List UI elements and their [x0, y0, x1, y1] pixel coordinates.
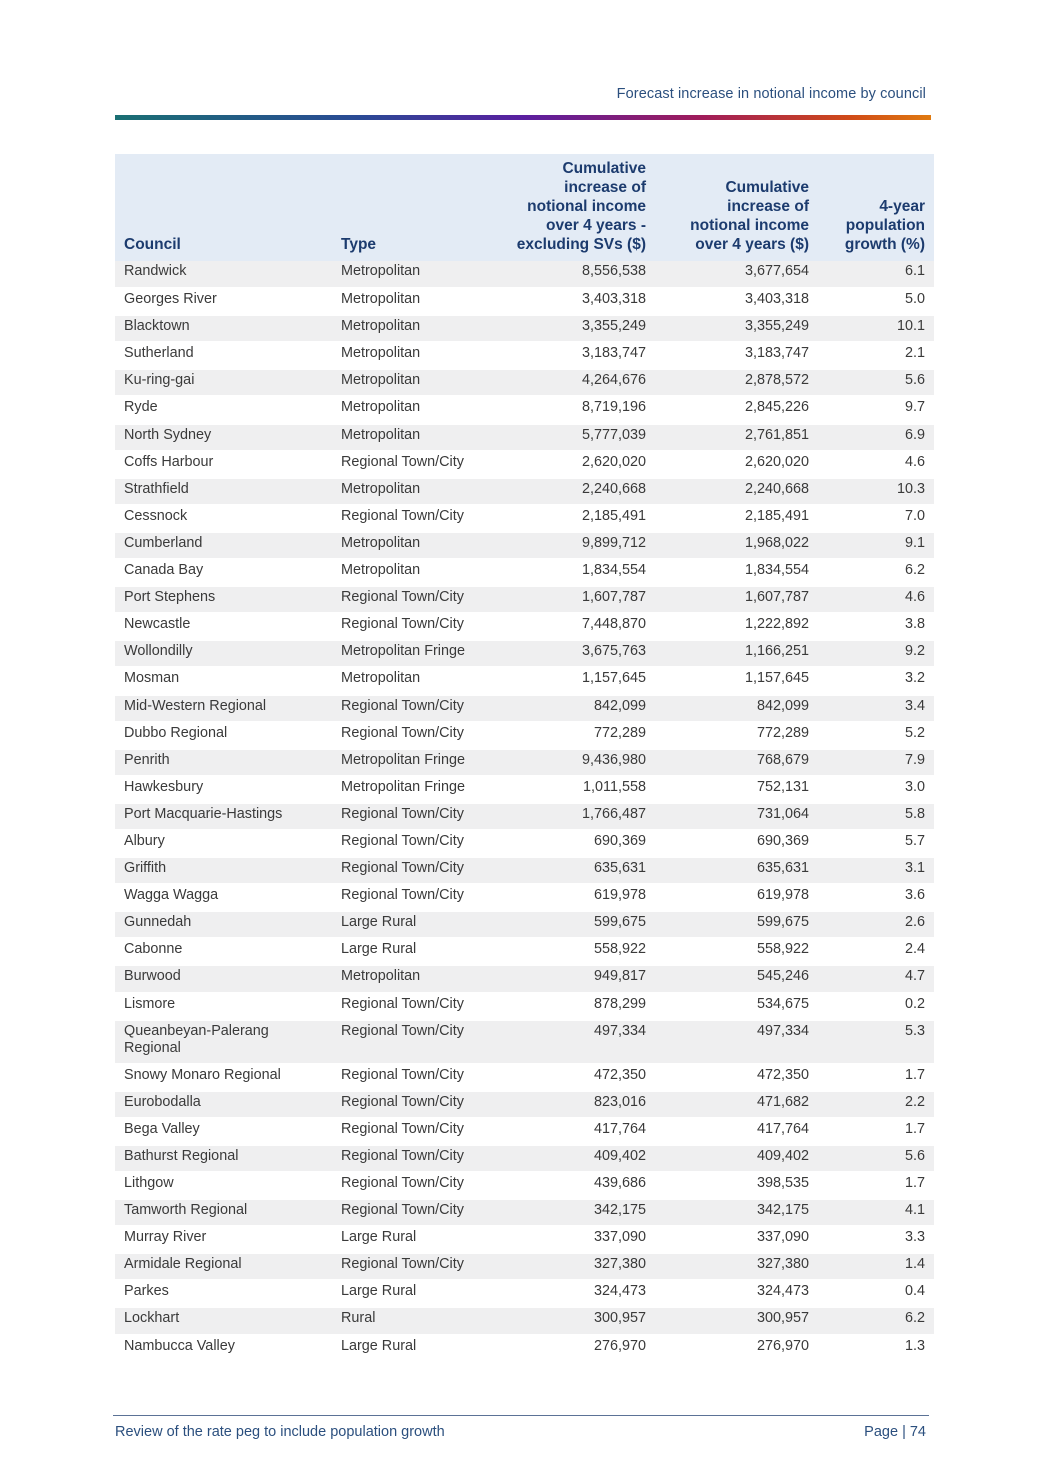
table-row: [115, 1020, 934, 1064]
council-cell: Bathurst Regional: [115, 1145, 332, 1172]
cumulative-cell: 534,675: [655, 993, 818, 1020]
council-cell: Tamworth Regional: [115, 1199, 332, 1226]
table-row: [115, 369, 934, 396]
growth-cell: 10.1: [818, 315, 934, 342]
excluding-svs-cell: 2,240,668: [503, 478, 655, 505]
table-row: [115, 993, 934, 1020]
type-cell: Regional Town/City: [332, 722, 503, 749]
excluding-svs-cell: 772,289: [503, 722, 655, 749]
type-cell: Regional Town/City: [332, 1145, 503, 1172]
footer-page-number: Page | 74: [864, 1424, 926, 1440]
growth-cell: 9.2: [818, 640, 934, 667]
cumulative-cell: 2,240,668: [655, 478, 818, 505]
growth-cell: 5.6: [818, 369, 934, 396]
type-cell: Regional Town/City: [332, 993, 503, 1020]
cumulative-cell: 2,845,226: [655, 396, 818, 423]
cumulative-cell: 3,355,249: [655, 315, 818, 342]
table-row: [115, 424, 934, 451]
council-cell: Blacktown: [115, 315, 332, 342]
footer-document-title: Review of the rate peg to include population growth: [115, 1424, 445, 1440]
table-row: [115, 695, 934, 722]
type-cell: Metropolitan: [332, 559, 503, 586]
growth-cell: 6.1: [818, 261, 934, 288]
council-cell: Georges River: [115, 288, 332, 315]
cumulative-cell: 1,834,554: [655, 559, 818, 586]
cumulative-cell: 772,289: [655, 722, 818, 749]
type-cell: Metropolitan Fringe: [332, 776, 503, 803]
table-row: [115, 1172, 934, 1199]
growth-cell: 9.1: [818, 532, 934, 559]
type-cell: Metropolitan: [332, 478, 503, 505]
excluding-svs-cell: 3,675,763: [503, 640, 655, 667]
growth-cell: 0.4: [818, 1280, 934, 1307]
council-cell: Wollondilly: [115, 640, 332, 667]
growth-cell: 10.3: [818, 478, 934, 505]
growth-cell: 1.3: [818, 1335, 934, 1362]
type-cell: Metropolitan Fringe: [332, 749, 503, 776]
cumulative-cell: 558,922: [655, 938, 818, 965]
cumulative-cell: 2,761,851: [655, 424, 818, 451]
growth-cell: 5.7: [818, 830, 934, 857]
type-cell: Large Rural: [332, 938, 503, 965]
type-cell: Regional Town/City: [332, 695, 503, 722]
growth-cell: 5.3: [818, 1020, 934, 1064]
council-cell: Cumberland: [115, 532, 332, 559]
column-header-cumulative: Cumulative increase of notional income over 4 years ($): [655, 154, 818, 261]
council-cell: Ku-ring-gai: [115, 369, 332, 396]
excluding-svs-cell: 1,011,558: [503, 776, 655, 803]
council-cell: Sutherland: [115, 342, 332, 369]
column-header-cumulative-excluding-svs: Cumulative increase of notional income over 4 years - excluding SVs ($): [503, 154, 655, 261]
cumulative-cell: 472,350: [655, 1064, 818, 1091]
table-body: [115, 261, 934, 1362]
table-row: [115, 586, 934, 613]
council-cell: Snowy Monaro Regional: [115, 1064, 332, 1091]
council-cell: Murray River: [115, 1226, 332, 1253]
growth-cell: 4.7: [818, 965, 934, 992]
excluding-svs-cell: 300,957: [503, 1307, 655, 1334]
table-row: [115, 965, 934, 992]
growth-cell: 3.4: [818, 695, 934, 722]
excluding-svs-cell: 497,334: [503, 1020, 655, 1064]
table-row: [115, 559, 934, 586]
growth-cell: 5.0: [818, 288, 934, 315]
table-row: [115, 613, 934, 640]
type-cell: Large Rural: [332, 1335, 503, 1362]
excluding-svs-cell: 9,899,712: [503, 532, 655, 559]
type-cell: Regional Town/City: [332, 830, 503, 857]
column-header-type: Type: [332, 154, 503, 261]
excluding-svs-cell: 2,620,020: [503, 451, 655, 478]
type-cell: Regional Town/City: [332, 1118, 503, 1145]
table-row: [115, 1199, 934, 1226]
council-cell: Hawkesbury: [115, 776, 332, 803]
council-cell: Lithgow: [115, 1172, 332, 1199]
cumulative-cell: 731,064: [655, 803, 818, 830]
council-cell: Cessnock: [115, 505, 332, 532]
cumulative-cell: 409,402: [655, 1145, 818, 1172]
type-cell: Metropolitan: [332, 369, 503, 396]
excluding-svs-cell: 9,436,980: [503, 749, 655, 776]
table-row: [115, 911, 934, 938]
council-cell: Burwood: [115, 965, 332, 992]
type-cell: Large Rural: [332, 1226, 503, 1253]
council-cell: Mid-Western Regional: [115, 695, 332, 722]
excluding-svs-cell: 558,922: [503, 938, 655, 965]
type-cell: Metropolitan: [332, 342, 503, 369]
growth-cell: 6.2: [818, 1307, 934, 1334]
cumulative-cell: 300,957: [655, 1307, 818, 1334]
cumulative-cell: 1,968,022: [655, 532, 818, 559]
cumulative-cell: 3,677,654: [655, 261, 818, 288]
cumulative-cell: 635,631: [655, 857, 818, 884]
excluding-svs-cell: 635,631: [503, 857, 655, 884]
table-row: [115, 640, 934, 667]
council-cell: Gunnedah: [115, 911, 332, 938]
excluding-svs-cell: 1,834,554: [503, 559, 655, 586]
growth-cell: 3.3: [818, 1226, 934, 1253]
cumulative-cell: 497,334: [655, 1020, 818, 1064]
cumulative-cell: 417,764: [655, 1118, 818, 1145]
table-row: [115, 342, 934, 369]
type-cell: Metropolitan: [332, 532, 503, 559]
excluding-svs-cell: 5,777,039: [503, 424, 655, 451]
table-row: [115, 261, 934, 288]
council-cell: Lismore: [115, 993, 332, 1020]
council-cell: Eurobodalla: [115, 1091, 332, 1118]
cumulative-cell: 619,978: [655, 884, 818, 911]
table-row: [115, 667, 934, 694]
type-cell: Metropolitan: [332, 315, 503, 342]
growth-cell: 2.2: [818, 1091, 934, 1118]
cumulative-cell: 471,682: [655, 1091, 818, 1118]
cumulative-cell: 3,183,747: [655, 342, 818, 369]
type-cell: Metropolitan Fringe: [332, 640, 503, 667]
growth-cell: 4.6: [818, 586, 934, 613]
council-cell: Strathfield: [115, 478, 332, 505]
table-row: [115, 532, 934, 559]
page-header-title: Forecast increase in notional income by council: [616, 86, 926, 102]
cumulative-cell: 1,157,645: [655, 667, 818, 694]
cumulative-cell: 2,620,020: [655, 451, 818, 478]
council-income-table: [115, 154, 934, 1363]
type-cell: Regional Town/City: [332, 505, 503, 532]
table-row: [115, 830, 934, 857]
excluding-svs-cell: 417,764: [503, 1118, 655, 1145]
type-cell: Regional Town/City: [332, 1064, 503, 1091]
growth-cell: 3.6: [818, 884, 934, 911]
column-header-population-growth: 4-year population growth (%): [818, 154, 934, 261]
growth-cell: 5.6: [818, 1145, 934, 1172]
council-cell: Armidale Regional: [115, 1253, 332, 1280]
council-cell: Port Stephens: [115, 586, 332, 613]
excluding-svs-cell: 3,403,318: [503, 288, 655, 315]
excluding-svs-cell: 3,183,747: [503, 342, 655, 369]
cumulative-cell: 768,679: [655, 749, 818, 776]
excluding-svs-cell: 472,350: [503, 1064, 655, 1091]
cumulative-cell: 842,099: [655, 695, 818, 722]
type-cell: Regional Town/City: [332, 1020, 503, 1064]
excluding-svs-cell: 276,970: [503, 1335, 655, 1362]
table-row: [115, 1226, 934, 1253]
header-color-bar: [115, 115, 931, 120]
growth-cell: 2.6: [818, 911, 934, 938]
excluding-svs-cell: 842,099: [503, 695, 655, 722]
column-header-council: Council: [115, 154, 332, 261]
cumulative-cell: 1,166,251: [655, 640, 818, 667]
table-row: [115, 1091, 934, 1118]
table-row: [115, 1064, 934, 1091]
type-cell: Metropolitan: [332, 667, 503, 694]
table-row: [115, 722, 934, 749]
growth-cell: 6.2: [818, 559, 934, 586]
growth-cell: 3.2: [818, 667, 934, 694]
growth-cell: 6.9: [818, 424, 934, 451]
table-row: [115, 1253, 934, 1280]
type-cell: Large Rural: [332, 1280, 503, 1307]
type-cell: Regional Town/City: [332, 1172, 503, 1199]
council-cell: Penrith: [115, 749, 332, 776]
council-cell: Lockhart: [115, 1307, 332, 1334]
council-cell: North Sydney: [115, 424, 332, 451]
council-cell: Nambucca Valley: [115, 1335, 332, 1362]
excluding-svs-cell: 823,016: [503, 1091, 655, 1118]
growth-cell: 7.0: [818, 505, 934, 532]
council-cell: Griffith: [115, 857, 332, 884]
type-cell: Regional Town/City: [332, 1199, 503, 1226]
excluding-svs-cell: 4,264,676: [503, 369, 655, 396]
council-cell: Mosman: [115, 667, 332, 694]
council-cell: Wagga Wagga: [115, 884, 332, 911]
growth-cell: 7.9: [818, 749, 934, 776]
excluding-svs-cell: 599,675: [503, 911, 655, 938]
type-cell: Regional Town/City: [332, 884, 503, 911]
table-row: [115, 451, 934, 478]
excluding-svs-cell: 619,978: [503, 884, 655, 911]
excluding-svs-cell: 324,473: [503, 1280, 655, 1307]
table-row: [115, 396, 934, 423]
cumulative-cell: 3,403,318: [655, 288, 818, 315]
footer-divider: [113, 1415, 929, 1416]
excluding-svs-cell: 342,175: [503, 1199, 655, 1226]
growth-cell: 1.7: [818, 1064, 934, 1091]
excluding-svs-cell: 1,766,487: [503, 803, 655, 830]
type-cell: Metropolitan: [332, 261, 503, 288]
table-row: [115, 478, 934, 505]
growth-cell: 9.7: [818, 396, 934, 423]
council-cell: Bega Valley: [115, 1118, 332, 1145]
type-cell: Metropolitan: [332, 288, 503, 315]
cumulative-cell: 752,131: [655, 776, 818, 803]
growth-cell: 5.2: [818, 722, 934, 749]
table-row: [115, 803, 934, 830]
council-cell: Canada Bay: [115, 559, 332, 586]
excluding-svs-cell: 3,355,249: [503, 315, 655, 342]
excluding-svs-cell: 8,719,196: [503, 396, 655, 423]
cumulative-cell: 324,473: [655, 1280, 818, 1307]
table-row: [115, 749, 934, 776]
cumulative-cell: 599,675: [655, 911, 818, 938]
cumulative-cell: 1,607,787: [655, 586, 818, 613]
type-cell: Regional Town/City: [332, 451, 503, 478]
excluding-svs-cell: 409,402: [503, 1145, 655, 1172]
table-row: [115, 1307, 934, 1334]
excluding-svs-cell: 7,448,870: [503, 613, 655, 640]
growth-cell: 2.4: [818, 938, 934, 965]
type-cell: Metropolitan: [332, 396, 503, 423]
council-cell: Randwick: [115, 261, 332, 288]
table-row: [115, 315, 934, 342]
type-cell: Metropolitan: [332, 424, 503, 451]
excluding-svs-cell: 949,817: [503, 965, 655, 992]
table-row: [115, 776, 934, 803]
type-cell: Metropolitan: [332, 965, 503, 992]
type-cell: Regional Town/City: [332, 613, 503, 640]
table-row: [115, 1118, 934, 1145]
growth-cell: 3.1: [818, 857, 934, 884]
cumulative-cell: 342,175: [655, 1199, 818, 1226]
type-cell: Rural: [332, 1307, 503, 1334]
cumulative-cell: 545,246: [655, 965, 818, 992]
type-cell: Regional Town/City: [332, 857, 503, 884]
cumulative-cell: 337,090: [655, 1226, 818, 1253]
table-row: [115, 1280, 934, 1307]
growth-cell: 1.7: [818, 1118, 934, 1145]
growth-cell: 1.4: [818, 1253, 934, 1280]
excluding-svs-cell: 878,299: [503, 993, 655, 1020]
council-cell: Newcastle: [115, 613, 332, 640]
table-header-row: [115, 154, 934, 261]
growth-cell: 4.1: [818, 1199, 934, 1226]
cumulative-cell: 690,369: [655, 830, 818, 857]
excluding-svs-cell: 8,556,538: [503, 261, 655, 288]
table-row: [115, 884, 934, 911]
growth-cell: 3.0: [818, 776, 934, 803]
type-cell: Regional Town/City: [332, 1253, 503, 1280]
table-row: [115, 1145, 934, 1172]
growth-cell: 2.1: [818, 342, 934, 369]
excluding-svs-cell: 337,090: [503, 1226, 655, 1253]
cumulative-cell: 398,535: [655, 1172, 818, 1199]
council-cell: Ryde: [115, 396, 332, 423]
table-row: [115, 1335, 934, 1362]
table-row: [115, 505, 934, 532]
excluding-svs-cell: 1,157,645: [503, 667, 655, 694]
council-cell: Albury: [115, 830, 332, 857]
cumulative-cell: 2,185,491: [655, 505, 818, 532]
type-cell: Regional Town/City: [332, 1091, 503, 1118]
excluding-svs-cell: 1,607,787: [503, 586, 655, 613]
type-cell: Large Rural: [332, 911, 503, 938]
type-cell: Regional Town/City: [332, 803, 503, 830]
excluding-svs-cell: 690,369: [503, 830, 655, 857]
council-cell: Cabonne: [115, 938, 332, 965]
cumulative-cell: 1,222,892: [655, 613, 818, 640]
council-cell: Coffs Harbour: [115, 451, 332, 478]
cumulative-cell: 2,878,572: [655, 369, 818, 396]
growth-cell: 5.8: [818, 803, 934, 830]
table-row: [115, 938, 934, 965]
type-cell: Regional Town/City: [332, 586, 503, 613]
growth-cell: 0.2: [818, 993, 934, 1020]
cumulative-cell: 276,970: [655, 1335, 818, 1362]
growth-cell: 3.8: [818, 613, 934, 640]
cumulative-cell: 327,380: [655, 1253, 818, 1280]
excluding-svs-cell: 439,686: [503, 1172, 655, 1199]
excluding-svs-cell: 327,380: [503, 1253, 655, 1280]
table-row: [115, 857, 934, 884]
growth-cell: 4.6: [818, 451, 934, 478]
table-row: [115, 288, 934, 315]
council-cell: Parkes: [115, 1280, 332, 1307]
council-cell: Port Macquarie-Hastings: [115, 803, 332, 830]
growth-cell: 1.7: [818, 1172, 934, 1199]
excluding-svs-cell: 2,185,491: [503, 505, 655, 532]
council-cell: Queanbeyan-Palerang Regional: [115, 1020, 332, 1064]
council-cell: Dubbo Regional: [115, 722, 332, 749]
